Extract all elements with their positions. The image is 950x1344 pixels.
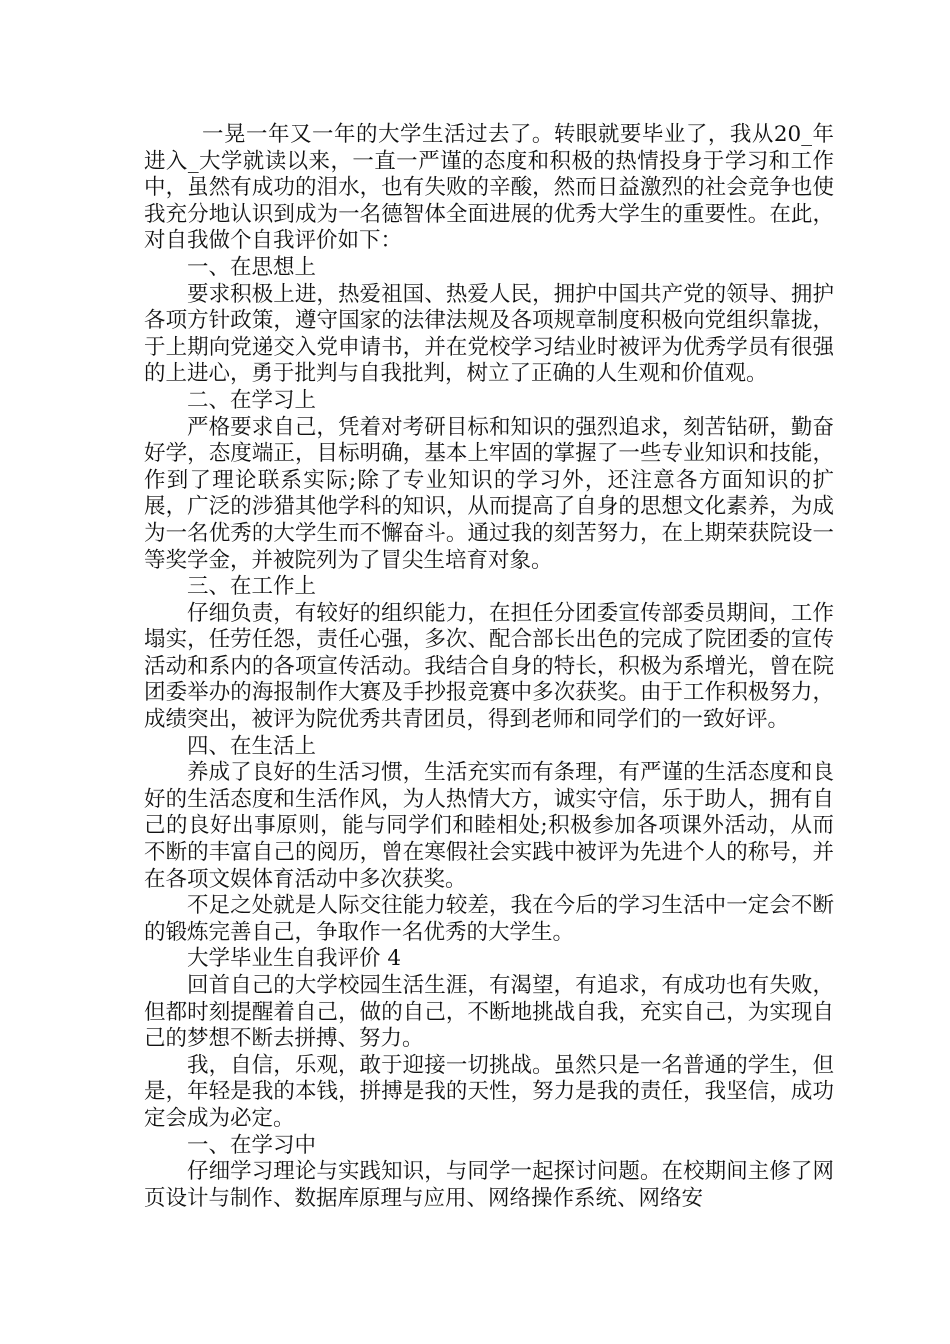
- section-heading-thought: 一、在思想上: [187, 254, 317, 280]
- section-heading-work: 三、在工作上: [187, 574, 317, 600]
- retrospect-paragraph: 回首自己的大学校园生活生涯，有渴望，有追求，有成功也有失败，但都时刻提醒着自己，做的自己，不断地挑战自我，充实自己，为实现自己的梦想不断去拼搏、努力。: [144, 973, 834, 1052]
- section-heading-study: 二、在学习上: [187, 387, 317, 413]
- intro-paragraph: 一晃一年又一年的大学生活过去了。转眼就要毕业了，我从20_年进入_大学就读以来，一直一严谨的态度和积极的热情投身于学习和工作中，虽然有成功的泪水，也有失败的辛酸，然而日益激烈的社会竞争也使我充分地认识到成为一名德智体全面进展的优秀大学生的重要性。在此，对自我做个自我评价如下：: [144, 122, 834, 254]
- study-paragraph: 严格要求自己，凭着对考研目标和知识的强烈追求，刻苦钻研，勤奋好学，态度端正，目标明确，基本上牢固的掌握了一些专业知识和技能，作到了理论联系实际;除了专业知识的学习外，还注意各方面知识的扩展，广泛的涉猎其他学科的知识，从而提高了自身的思想文化素养，为成为一名优秀的大学生而不懈奋斗。通过我的刻苦努力，在上期荣获院设一等奖学金，并被院列为了冒尖生培育对象。: [144, 414, 834, 573]
- learning-paragraph: 仔细学习理论与实践知识，与同学一起探讨问题。在校期间主修了网页设计与制作、数据库原理与应用、网络操作系统、网络安: [144, 1159, 834, 1211]
- thought-paragraph: 要求积极上进，热爱祖国、热爱人民，拥护中国共产党的领导、拥护各项方针政策，遵守国家的法律法规及各项规章制度积极向党组织靠拢，于上期向党递交入党申请书，并在党校学习结业时被评为优秀学员有很强的上进心，勇于批判与自我批判，树立了正确的人生观和价值观。: [144, 281, 834, 387]
- document-body: [144, 122, 834, 1212]
- section-title-evaluation-4: 大学毕业生自我评价 4: [187, 946, 402, 972]
- life-paragraph: 养成了良好的生活习惯，生活充实而有条理，有严谨的生活态度和良好的生活态度和生活作风，为人热情大方，诚实守信，乐于助人，拥有自己的良好出事原则，能与同学们和睦相处;积极参加各项课外活动，从而不断的丰富自己的阅历，曾在寒假社会实践中被评为先进个人的称号，并在各项文娱体育活动中多次获奖。: [144, 760, 834, 892]
- shortcoming-paragraph: 不足之处就是人际交往能力较差，我在今后的学习生活中一定会不断的锻炼完善自己，争取作一名优秀的大学生。: [144, 893, 834, 945]
- work-paragraph: 仔细负责，有较好的组织能力，在担任分团委宣传部委员期间，工作塌实，任劳任怨，责任心强，多次、配合部长出色的完成了院团委的宣传活动和系内的各项宣传活动。我结合自身的特长，积极为系增光，曾在院团委举办的海报制作大赛及手抄报竞赛中多次获奖。由于工作积极努力，成绩突出，被评为院优秀共青团员，得到老师和同学们的一致好评。: [144, 600, 834, 733]
- section-heading-learning: 一、在学习中: [187, 1132, 317, 1158]
- section-heading-life: 四、在生活上: [187, 733, 317, 759]
- confidence-paragraph: 我，自信，乐观，敢于迎接一切挑战。虽然只是一名普通的学生，但是，年轻是我的本钱，拼搏是我的天性，努力是我的责任，我坚信，成功定会成为必定。: [144, 1052, 834, 1131]
